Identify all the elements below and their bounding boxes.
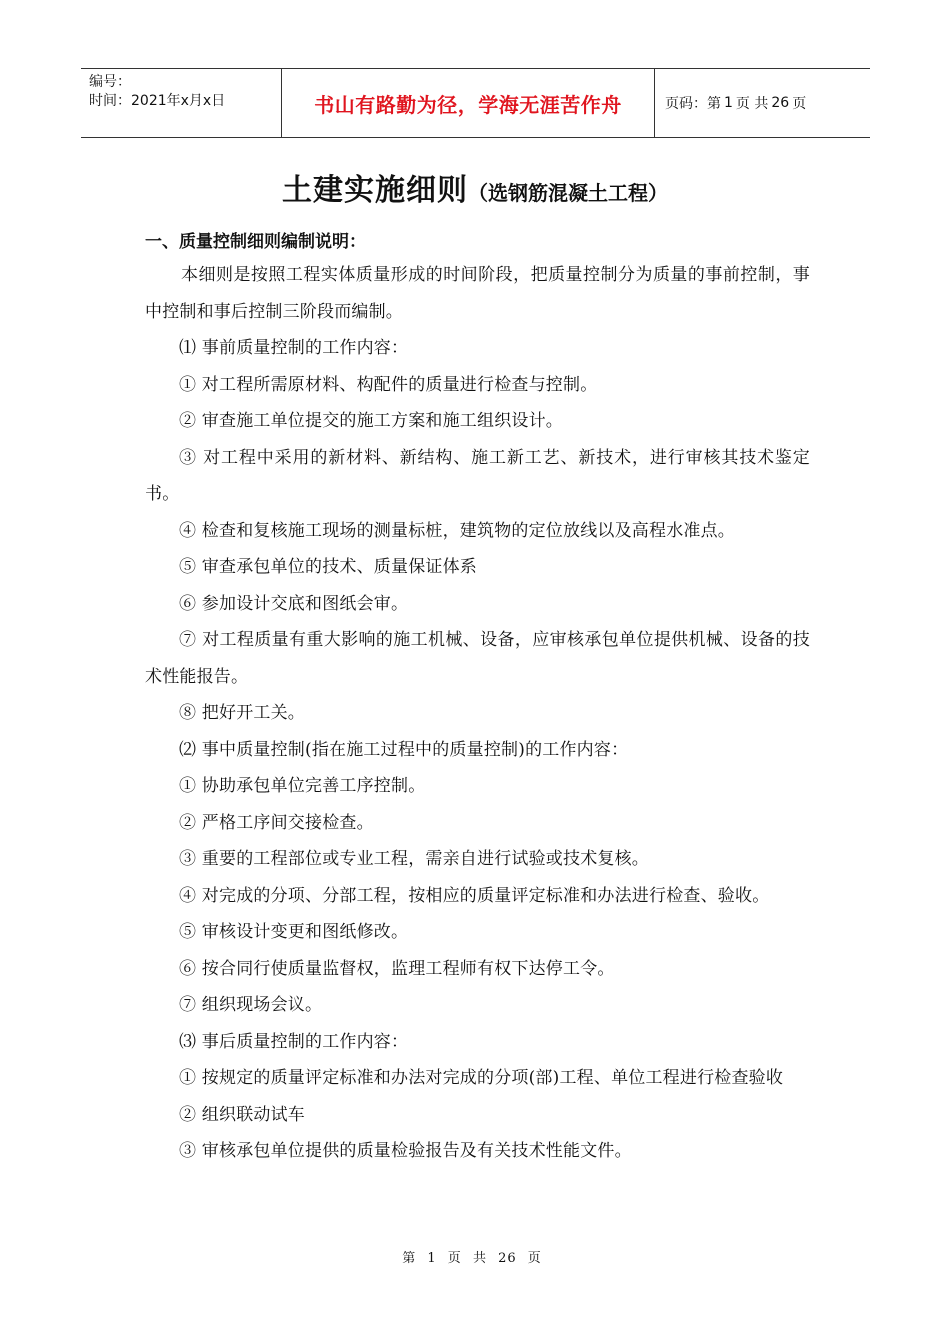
page-header — [81, 68, 870, 138]
footer-mid1: 页 — [447, 1251, 462, 1266]
document-number-label: 编号： — [89, 74, 131, 90]
header-page-current: 1 — [724, 95, 733, 111]
document-body — [145, 227, 810, 1170]
footer-prefix: 第 — [402, 1251, 417, 1266]
list-item: ② 组织联动试车 — [179, 1104, 306, 1125]
list-item: ⑦ 组织现场会议。 — [179, 995, 323, 1015]
subsection-heading: ⑶ 事后质量控制的工作内容： — [179, 1031, 409, 1052]
header-page-total: 26 — [771, 95, 790, 111]
subsection-heading: ⑴ 事前质量控制的工作内容： — [179, 338, 409, 358]
header-page-mid: 页 共 — [735, 96, 769, 112]
list-item: ⑥ 按合同行使质量监督权，监理工程师有权下达停工令。 — [179, 958, 615, 979]
document-title-sub: （选钢筋混凝土工程） — [468, 181, 668, 205]
footer-suffix: 页 — [527, 1251, 542, 1266]
list-item: ⑥ 参加设计交底和图纸会审。 — [179, 593, 409, 614]
subsection-heading: ⑵ 事中质量控制(指在施工过程中的质量控制)的工作内容： — [179, 739, 629, 760]
list-item: ⑦ 对工程质量有重大影响的施工机械、设备，应审核承包单位提供机械、设备的技术性能报告。 — [145, 630, 810, 687]
list-item: ⑤ 审核设计变更和图纸修改。 — [179, 922, 409, 942]
list-item: ① 协助承包单位完善工序控制。 — [179, 776, 426, 796]
header-motto: 书山有路勤为径，学海无涯苦作舟 — [282, 69, 655, 137]
section-heading: 一、质量控制细则编制说明： — [145, 232, 366, 252]
footer-page-total: 26 — [498, 1251, 517, 1266]
list-item: ② 审查施工单位提交的施工方案和施工组织设计。 — [179, 411, 564, 431]
list-item: ③ 审核承包单位提供的质量检验报告及有关技术性能文件。 — [179, 1141, 632, 1161]
list-item: ④ 检查和复核施工现场的测量标桩，建筑物的定位放线以及高程水准点。 — [179, 520, 736, 541]
document-time-label: 时间：2021年x月x日 — [89, 93, 226, 109]
list-item: ① 对工程所需原材料、构配件的质量进行检查与控制。 — [179, 374, 598, 395]
header-page-info — [655, 69, 870, 137]
list-item: ④ 对完成的分项、分部工程，按相应的质量评定标准和办法进行检查、验收。 — [179, 885, 770, 906]
header-page-prefix: 页码：第 — [665, 96, 721, 112]
footer-mid2: 共 — [472, 1251, 487, 1266]
list-item: ③ 对工程中采用的新材料、新结构、施工新工艺、新技术，进行审核其技术鉴定书。 — [145, 447, 810, 504]
footer-page-current: 1 — [427, 1251, 437, 1266]
document-title-main: 土建实施细则 — [282, 173, 468, 208]
list-item: ② 严格工序间交接检查。 — [179, 812, 374, 833]
list-item: ① 按规定的质量评定标准和办法对完成的分项(部)工程、单位工程进行检查验收 — [179, 1068, 784, 1088]
header-page-suffix: 页 — [792, 96, 807, 112]
page-footer — [0, 1247, 950, 1266]
document-title — [0, 165, 950, 209]
header-meta — [81, 69, 282, 137]
list-item: ⑤ 审查承包单位的技术、质量保证体系 — [179, 557, 478, 577]
body-paragraph: 本细则是按照工程实体质量形成的时间阶段，把质量控制分为质量的事前控制，事中控制和事后控制三阶段而编制。 — [145, 265, 810, 322]
list-item: ⑧ 把好开工关。 — [179, 703, 306, 723]
list-item: ③ 重要的工程部位或专业工程，需亲自进行试验或技术复核。 — [179, 849, 650, 869]
